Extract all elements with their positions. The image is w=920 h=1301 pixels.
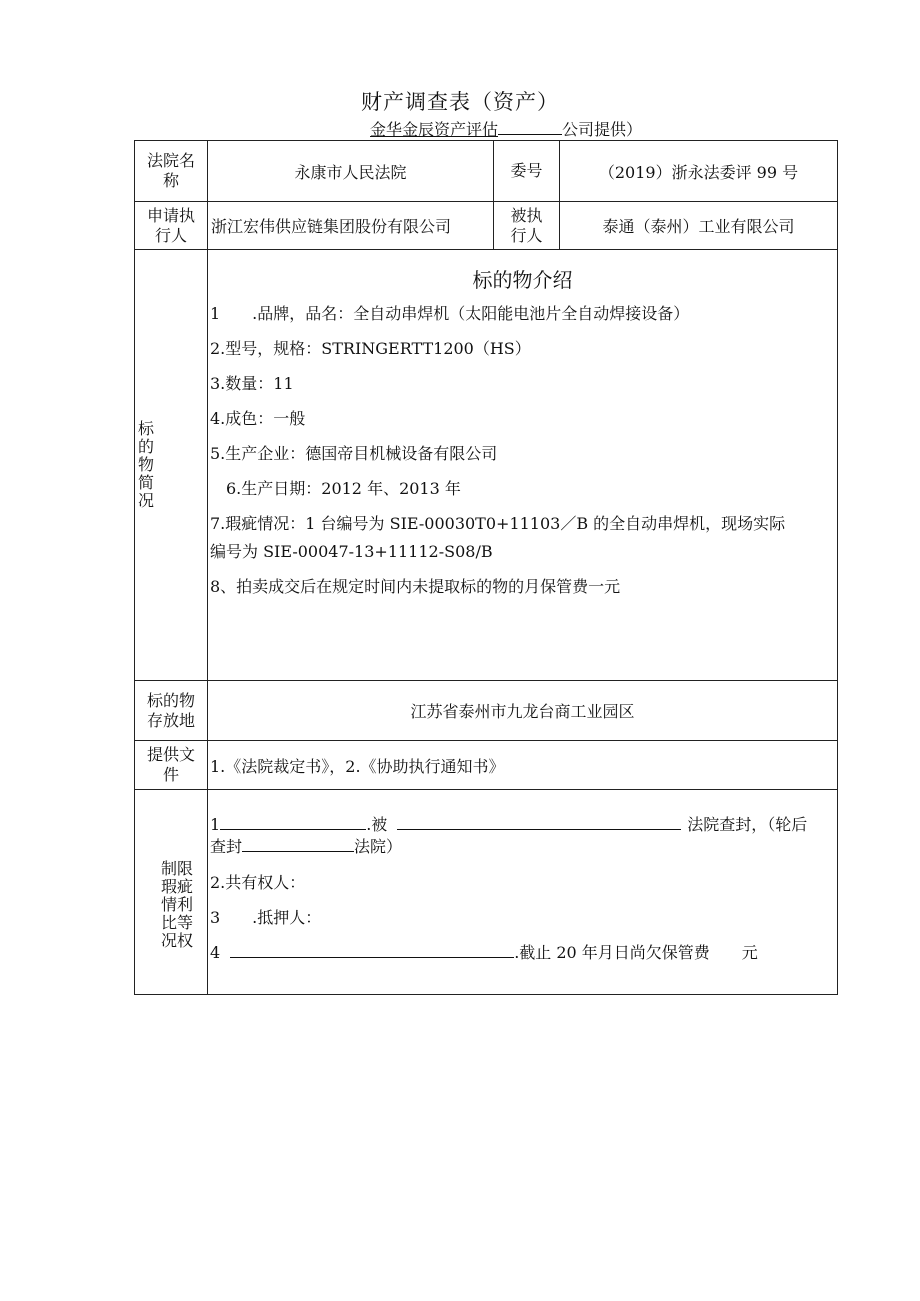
intro-item: 3.数量：11 <box>210 374 294 393</box>
blank-field <box>220 814 366 830</box>
intro-item: 6.生产日期：2012 年、2013 年 <box>210 479 461 498</box>
restriction-line-1: 1 .被 法院查封，（轮后 <box>210 815 808 834</box>
page-title: 财产调查表（资产） <box>361 90 559 114</box>
documents-label: 提供文件 <box>135 741 208 790</box>
location-value: 江苏省泰州市九龙台商工业园区 <box>208 681 838 741</box>
applicant-value: 浙江宏伟供应链集团股份有限公司 <box>208 202 494 250</box>
intro-item: 1 .品牌，品名：全自动串焊机（太阳能电池片全自动焊接设备） <box>210 304 690 323</box>
intro-item: 4.成色：一般 <box>210 409 306 428</box>
documents-value: 1.《法院裁定书》，2.《协助执行通知书》 <box>208 741 838 790</box>
commission-label: 委号 <box>494 141 560 202</box>
page-subtitle <box>370 117 642 140</box>
applicant-label: 申请执行人 <box>135 202 208 250</box>
intro-item: 8、拍卖成交后在规定时间内未提取标的物的月保管费一元 <box>210 577 621 596</box>
restriction-line-2: 查封 法院） <box>210 837 403 856</box>
restrictions-cell <box>208 790 838 995</box>
row-restrictions <box>135 790 838 995</box>
subtitle-end: 公司提供） <box>562 120 643 139</box>
restriction-line-5: 4 .截止 20 年月日尚欠保管费 元 <box>210 943 758 962</box>
intro-item: 7.瑕疵情况：1 台编号为 SIE-00030T0+11103／B 的全自动串焊机，现场实际 <box>210 514 786 533</box>
subject-side-label: 标的物简况 <box>135 250 208 681</box>
intro-title: 标的物介绍 <box>472 268 573 292</box>
restriction-line-3: 2.共有权人： <box>210 873 306 892</box>
restrictions-label: 制限瑕疵情利比等况权 <box>135 790 208 995</box>
blank-field <box>397 814 681 830</box>
row-documents <box>135 741 838 790</box>
subtitle-company: 金华金辰资产评估 <box>370 120 499 139</box>
intro-item: 5.生产企业：德国帝目机械设备有限公司 <box>210 444 498 463</box>
intro-item: 编号为 SIE-00047-13+11112-S08/B <box>210 542 493 561</box>
court-label: 法院名称 <box>135 141 208 202</box>
respondent-value: 泰通（泰州）工业有限公司 <box>560 202 838 250</box>
commission-value: （2019）浙永法委评 99 号 <box>560 141 838 202</box>
blank-field <box>230 942 514 958</box>
blank-field <box>242 836 354 852</box>
subtitle-blank <box>498 120 562 135</box>
property-survey-table <box>134 140 838 995</box>
intro-item: 2.型号，规格：STRINGERTT1200（HS） <box>210 339 531 358</box>
respondent-label: 被执行人 <box>494 202 560 250</box>
court-value: 永康市人民法院 <box>208 141 494 202</box>
subject-intro-cell <box>208 250 838 681</box>
row-court <box>135 141 838 202</box>
row-parties <box>135 202 838 250</box>
restriction-line-4: 3 .抵押人： <box>210 908 322 927</box>
location-label: 标的物存放地 <box>135 681 208 741</box>
row-subject <box>135 250 838 681</box>
row-location <box>135 681 838 741</box>
